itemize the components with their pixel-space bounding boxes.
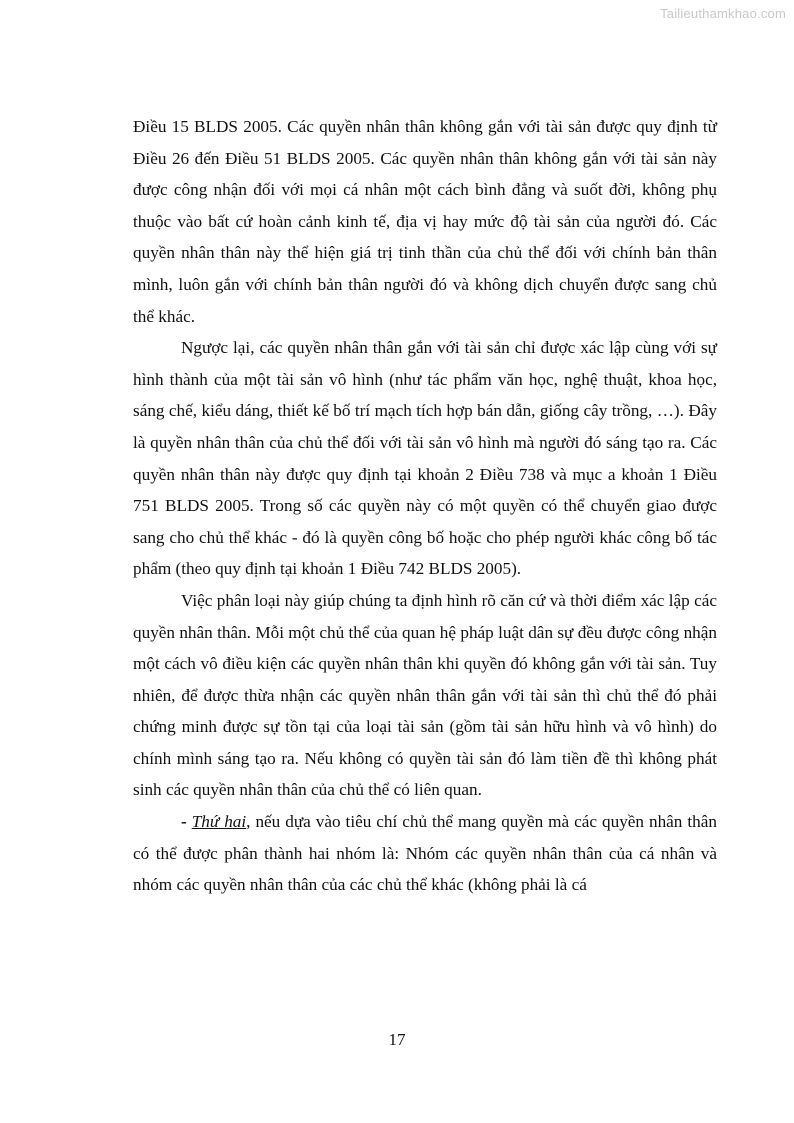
paragraph-4-text: , nếu dựa vào tiêu chí chủ thể mang quyền mà các quyền nhân thân có thể được phân thành hai nhóm là: Nhóm các quyền nhân thân của cá nhân và nhóm các quyền nhân thân của các chủ thể khác (không phải là cá — [133, 812, 717, 895]
emphasis-thu-hai: Thứ hai — [191, 812, 247, 832]
page-number: 17 — [388, 1030, 406, 1049]
paragraph-4 — [133, 806, 717, 901]
paragraph-3: Việc phân loại này giúp chúng ta định hình rõ căn cứ và thời điểm xác lập các quyền nhân thân. Mỗi một chủ thể của quan hệ pháp luật dân sự đều được công nhận một cách vô điều kiện các quyền nhân thân khi quyền đó không gắn với tài sản. Tuy nhiên, để được thừa nhận các quyền nhân thân gắn với tài sản thì chủ thể đó phải chứng minh được sự tồn tại của loại tài sản (gồm tài sản hữu hình và vô hình) do chính mình sáng tạo ra. Nếu không có quyền tài sản đó làm tiền đề thì không phát sinh các quyền nhân thân của chủ thể có liên quan. — [133, 590, 717, 800]
document-body — [133, 111, 717, 901]
paragraph-2: Ngược lại, các quyền nhân thân gắn với tài sản chỉ được xác lập cùng với sự hình thành của một tài sản vô hình (như tác phẩm văn học, nghệ thuật, khoa học, sáng chế, kiểu dáng, thiết kế bố trí mạch tích hợp bán dẫn, giống cây trồng, …). Đây là quyền nhân thân của chủ thể đối với tài sản vô hình mà người đó sáng tạo ra. Các quyền nhân thân này được quy định tại khoản 2 Điều 738 và mục a khoản 1 Điều 751 BLDS 2005. Trong số các quyền này có một quyền có thể chuyển giao được sang cho chủ thể khác - đó là quyền công bố hoặc cho phép người khác công bố tác phẩm (theo quy định tại khoản 1 Điều 742 BLDS 2005). — [133, 338, 717, 579]
paragraph-1: Điều 15 BLDS 2005. Các quyền nhân thân không gắn với tài sản được quy định từ Điều 26 đến Điều 51 BLDS 2005. Các quyền nhân thân không gắn với tài sản này được công nhận đối với mọi cá nhân một cách bình đẳng và suốt đời, không phụ thuộc vào bất cứ hoàn cảnh kinh tế, địa vị hay mức độ tài sản của người đó. Các quyền nhân thân này thể hiện giá trị tinh thần của chủ thể đối với chính bản thân mình, luôn gắn với chính bản thân người đó và không dịch chuyển được sang chủ thể khác. — [133, 117, 717, 326]
list-dash: - — [181, 812, 192, 832]
watermark: Tailieuthamkhao.com — [660, 6, 786, 21]
